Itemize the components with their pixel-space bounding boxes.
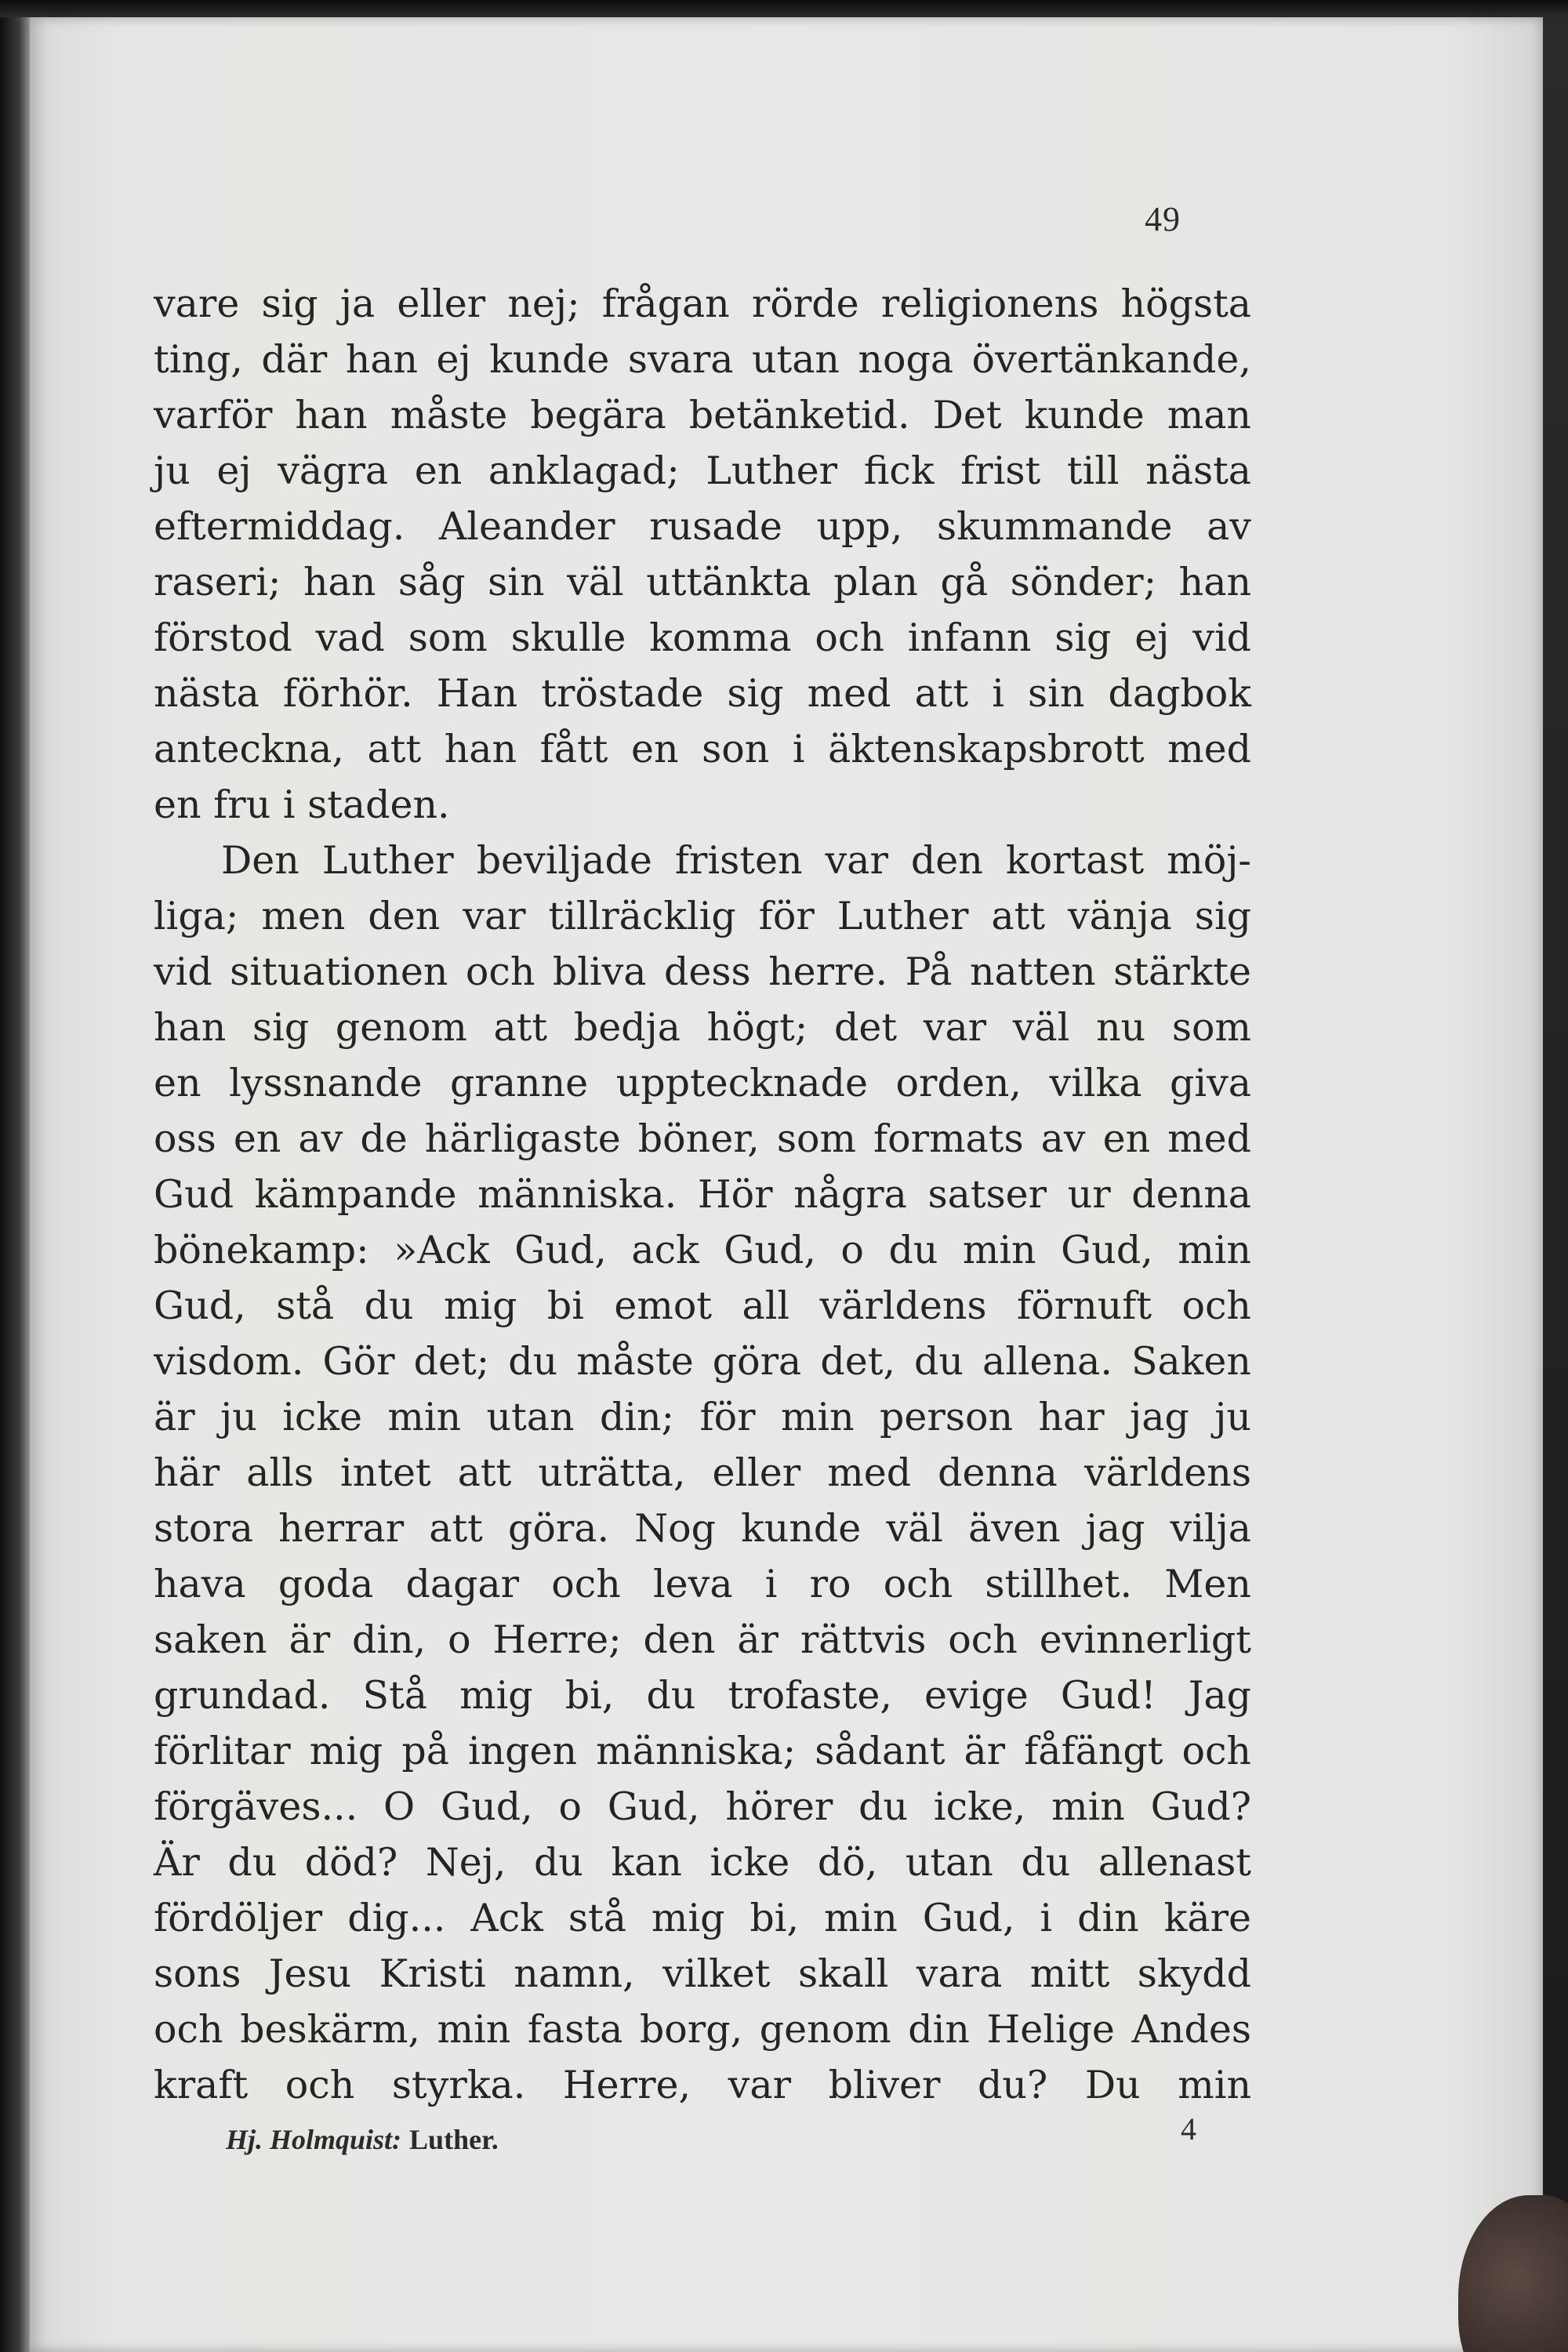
page-number: 49 [1145, 200, 1181, 238]
text-line: fördöljer dig... Ack stå mig bi, min Gud, i din käre [154, 1896, 1251, 1940]
text-line: saken är din, o Herre; den är rättvis och evinnerligt [154, 1617, 1251, 1662]
footer-title: Luther. [409, 2124, 499, 2155]
text-line: är ju icke min utan din; för min person har jag ju [154, 1395, 1251, 1439]
signature-mark: 4 [1181, 2111, 1196, 2147]
text-line: Är du död? Nej, du kan icke dö, utan du allenast [154, 1840, 1251, 1885]
book-page [30, 17, 1543, 2352]
text-line: liga; men den var tillräcklig för Luther att vänja sig [154, 894, 1251, 938]
text-line: förgäves... O Gud, o Gud, hörer du icke, min Gud? [154, 1784, 1251, 1829]
text-line-paragraph-start: Den Luther beviljade fristen var den kortast möj- [221, 838, 1251, 883]
book-top-edge [0, 0, 1568, 17]
footer-author-line [226, 2123, 499, 2156]
text-line: stora herrar att göra. Nog kunde väl även jag vilja [154, 1506, 1251, 1551]
text-line: en lyssnande granne upptecknade orden, vilka giva [154, 1061, 1251, 1105]
text-line: eftermiddag. Aleander rusade upp, skummande av [154, 504, 1251, 549]
text-line: oss en av de härligaste böner, som formats av en med [154, 1116, 1251, 1161]
text-line: Gud kämpande människa. Hör några satser ur denna [154, 1172, 1251, 1217]
text-line: vid situationen och bliva dess herre. På natten stärkte [154, 949, 1251, 994]
text-line: anteckna, att han fått en son i äktenskapsbrott med [154, 727, 1251, 771]
text-line: sons Jesu Kristi namn, vilket skall vara mitt skydd [154, 1951, 1251, 1996]
page-body-text [154, 276, 1251, 2113]
text-line: han sig genom att bedja högt; det var väl nu som [154, 1005, 1251, 1050]
text-line: raseri; han såg sin väl uttänkta plan gå sönder; han [154, 560, 1251, 604]
text-line: förlitar mig på ingen människa; sådant är fåfängt och [154, 1729, 1251, 1773]
text-line: hava goda dagar och leva i ro och stillhet. Men [154, 1562, 1251, 1606]
text-line: nästa förhör. Han tröstade sig med att i sin dagbok [154, 671, 1251, 716]
text-line: och beskärm, min fasta borg, genom din Helige Andes [154, 2007, 1251, 2052]
text-line: Gud, stå du mig bi emot all världens förnuft och [154, 1283, 1251, 1328]
text-line: förstod vad som skulle komma och infann sig ej vid [154, 615, 1251, 660]
text-line: grundad. Stå mig bi, du trofaste, evige Gud! Jag [154, 1673, 1251, 1718]
text-line: här alls intet att uträtta, eller med denna världens [154, 1450, 1251, 1495]
text-line: ting, där han ej kunde svara utan noga övertänkande, [154, 337, 1251, 382]
book-spine-edge [0, 17, 31, 2352]
text-line: kraft och styrka. Herre, var bliver du? Du min [154, 2063, 1251, 2107]
text-line: vare sig ja eller nej; frågan rörde religionens högsta [154, 281, 1251, 326]
text-line: varför han måste begära betänketid. Det kunde man [154, 393, 1251, 437]
text-line: bönekamp: »Ack Gud, ack Gud, o du min Gud, min [154, 1228, 1251, 1272]
text-line: visdom. Gör det; du måste göra det, du allena. Saken [154, 1339, 1251, 1384]
footer-author: Hj. Holmquist: [226, 2124, 402, 2155]
text-line: ju ej vägra en anklagad; Luther fick frist till nästa [154, 448, 1251, 493]
text-line-paragraph-end: en fru i staden. [154, 782, 450, 827]
